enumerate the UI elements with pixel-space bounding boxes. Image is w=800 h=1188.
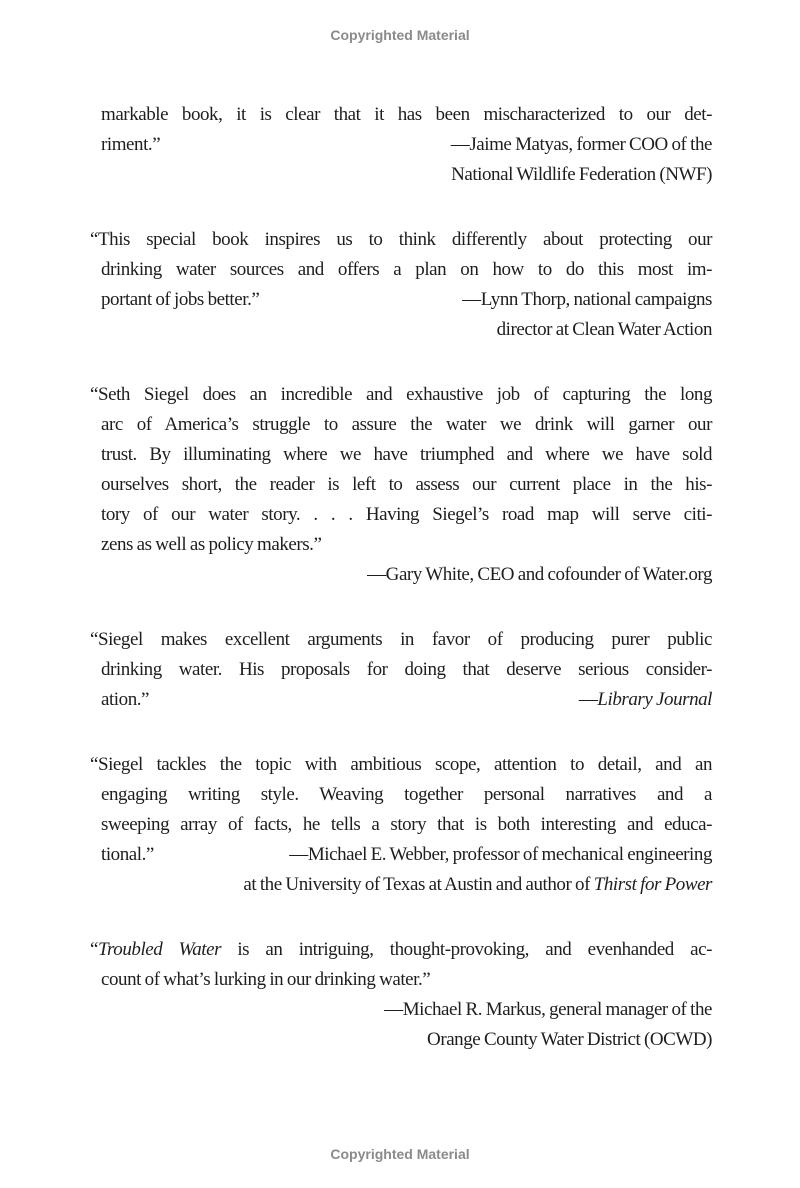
text-run: sweeping array of facts, he tells a story that is both interesting and educa- xyxy=(101,814,712,835)
quote-line xyxy=(90,225,712,255)
copyright-notice-top: Copyrighted Material xyxy=(330,27,470,43)
attribution-line xyxy=(101,995,712,1025)
quote-line xyxy=(101,100,712,130)
book-title-italic: Troubled Water xyxy=(97,939,222,960)
quote-line xyxy=(90,750,712,780)
text-run: engaging writing style. Weaving together personal narratives and a xyxy=(101,784,712,805)
text-run: is an intriguing, thought-provoking, and evenhanded ac- xyxy=(221,939,712,960)
attribution-text xyxy=(289,840,712,870)
quote-line xyxy=(101,440,712,470)
blurb-lynn-thorp xyxy=(90,225,712,345)
quote-line xyxy=(101,655,712,685)
quote-line xyxy=(101,780,712,810)
attribution-line xyxy=(101,1025,712,1055)
copyright-notice-bottom: Copyrighted Material xyxy=(330,1146,470,1162)
attribution-text xyxy=(462,285,712,315)
quote-line xyxy=(101,530,712,560)
quote-line xyxy=(101,965,712,995)
text-run: ation.” xyxy=(101,689,150,710)
quote-end-text xyxy=(101,840,154,870)
attribution-line xyxy=(101,285,712,315)
text-run: Orange County Water District (OCWD) xyxy=(427,1029,712,1050)
text-run: “Seth Siegel does an incredible and exhaustive job of capturing the long xyxy=(90,384,712,405)
text-run: director at Clean Water Action xyxy=(496,319,712,340)
attribution-line xyxy=(101,160,712,190)
attribution-text xyxy=(579,685,712,715)
quote-line xyxy=(101,500,712,530)
text-run: at the University of Texas at Austin and author of xyxy=(243,874,594,895)
quote-line xyxy=(90,380,712,410)
attribution-line xyxy=(101,130,712,160)
text-run: — xyxy=(578,689,598,710)
blurb-jaime-matyas xyxy=(101,100,712,190)
attribution-line xyxy=(101,870,712,900)
quote-end-text xyxy=(101,130,160,160)
text-run: tory of our water story. . . . Having Siegel’s road map will serve citi- xyxy=(101,504,712,525)
book-title-italic: Thirst for Power xyxy=(593,874,712,895)
quotes xyxy=(90,100,712,1090)
blurb-library-journal xyxy=(90,625,712,715)
text-run: ourselves short, the reader is left to assess our current place in the his- xyxy=(101,474,712,495)
text-run: National Wildlife Federation (NWF) xyxy=(451,164,712,185)
blurb-gary-white xyxy=(90,380,712,590)
text-run: “Siegel tackles the topic with ambitious scope, attention to detail, and an xyxy=(90,754,712,775)
quote-line xyxy=(101,410,712,440)
quote-line xyxy=(101,470,712,500)
text-run: —Gary White, CEO and cofounder of Water.org xyxy=(367,564,712,585)
text-run: tional.” xyxy=(101,844,154,865)
quote-line xyxy=(101,810,712,840)
attribution-line xyxy=(101,685,712,715)
attribution-line xyxy=(101,840,712,870)
quote-line xyxy=(90,935,712,965)
quote-line xyxy=(90,625,712,655)
text-run: drinking water. His proposals for doing that deserve serious consider- xyxy=(101,659,712,680)
book-title-italic: Library Journal xyxy=(597,689,712,710)
attribution-line xyxy=(101,560,712,590)
text-run: —Jaime Matyas, former COO of the xyxy=(450,134,712,155)
text-run: arc of America’s struggle to assure the water we drink will garner our xyxy=(101,414,712,435)
text-run: portant of jobs better.” xyxy=(101,289,260,310)
text-run: “ xyxy=(90,939,98,960)
text-run: trust. By illuminating where we have triumphed and where we have sold xyxy=(101,444,712,465)
text-run: riment.” xyxy=(101,134,161,155)
text-run: count of what’s lurking in our drinking water.” xyxy=(101,969,431,990)
text-run: —Michael R. Markus, general manager of the xyxy=(384,999,712,1020)
text-run: “This special book inspires us to think differently about protecting our xyxy=(90,229,712,250)
attribution-text xyxy=(451,130,712,160)
attribution-line xyxy=(101,315,712,345)
quote-end-text xyxy=(101,685,149,715)
quote-line xyxy=(101,255,712,285)
text-run: drinking water sources and offers a plan on how to do this most im- xyxy=(101,259,712,280)
text-run: zens as well as policy makers.” xyxy=(101,534,322,555)
blurb-michael-webber xyxy=(90,750,712,900)
text-run: markable book, it is clear that it has been mischaracterized to our det- xyxy=(101,104,712,125)
blurb-michael-markus xyxy=(90,935,712,1055)
text-run: —Lynn Thorp, national campaigns xyxy=(462,289,712,310)
text-run: “Siegel makes excellent arguments in favor of producing purer public xyxy=(90,629,712,650)
text-run: —Michael E. Webber, professor of mechanical engineering xyxy=(289,844,712,865)
quote-end-text xyxy=(101,285,259,315)
